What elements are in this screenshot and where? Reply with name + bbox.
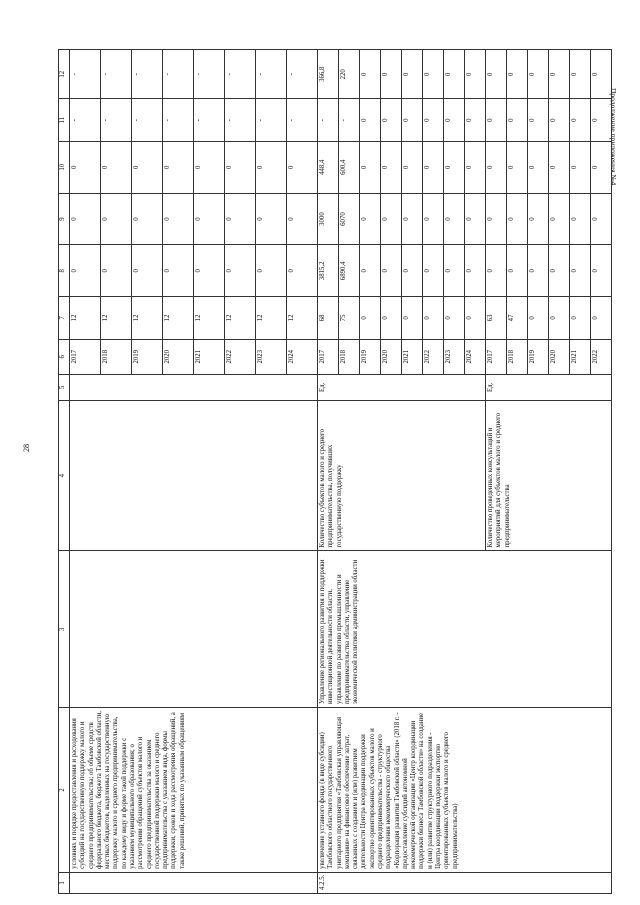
value-cell: 0 [194, 245, 225, 297]
value-cell: 220 [339, 50, 360, 100]
program-table-rotated [58, 49, 599, 894]
page-number: 28 [22, 444, 31, 452]
value-cell: 3000 [318, 193, 339, 245]
value-cell: 0 [549, 245, 570, 297]
value-cell: - [225, 99, 256, 141]
value-cell: 0 [70, 245, 101, 297]
year-cell: 2017 [318, 339, 339, 374]
value-cell: 12 [225, 297, 256, 339]
value-cell: 0 [591, 141, 612, 193]
value-cell: 0 [591, 99, 612, 141]
value-cell: 68 [318, 297, 339, 339]
year-cell: 2020 [163, 339, 194, 374]
value-cell: 0 [163, 193, 194, 245]
value-cell: 12 [163, 297, 194, 339]
value-cell: 0 [465, 50, 486, 100]
value-cell: - [256, 99, 287, 141]
value-cell: 0 [360, 50, 381, 100]
year-cell: 2024 [465, 339, 486, 374]
value-cell: 0 [381, 245, 402, 297]
value-cell: 0 [570, 245, 591, 297]
value-cell: 0 [444, 245, 465, 297]
number-cell: 4.2.5. [318, 872, 612, 893]
value-cell: 0 [101, 141, 132, 193]
value-cell: 0 [444, 141, 465, 193]
value-cell: - [101, 50, 132, 100]
column-header: 5 [59, 374, 70, 400]
value-cell: 600,4 [339, 141, 360, 193]
continuation-note: Продолжение приложения №4 [609, 88, 618, 186]
value-cell: 0 [465, 297, 486, 339]
value-cell: 6890,4 [339, 245, 360, 297]
year-cell: 2018 [507, 339, 528, 374]
value-cell: - [194, 50, 225, 100]
column-header: 2 [59, 708, 70, 873]
value-cell: 0 [360, 99, 381, 141]
value-cell: 0 [528, 141, 549, 193]
year-cell: 2023 [444, 339, 465, 374]
table-row [70, 50, 101, 894]
value-cell: - [70, 99, 101, 141]
value-cell: 0 [591, 193, 612, 245]
value-cell: - [256, 50, 287, 100]
value-cell: 0 [402, 50, 423, 100]
value-cell: 12 [287, 297, 318, 339]
value-cell: 0 [381, 141, 402, 193]
value-cell: 12 [194, 297, 225, 339]
value-cell: 0 [528, 193, 549, 245]
value-cell: 0 [225, 193, 256, 245]
column-header: 4 [59, 400, 70, 551]
value-cell: 0 [549, 99, 570, 141]
value-cell: 0 [360, 245, 381, 297]
value-cell: 0 [570, 99, 591, 141]
indicator-cell: Количество субъектов малого и среднего предпринимательства, получивших государственную поддержку [318, 400, 486, 551]
value-cell: 0 [570, 297, 591, 339]
table-row [318, 50, 339, 894]
indicator-cell: Количество проведенных консультаций и мероприятий для субъектов малого и среднего предпринимательства [486, 400, 612, 551]
year-cell: 2022 [225, 339, 256, 374]
year-cell: 2023 [256, 339, 287, 374]
value-cell: 12 [256, 297, 287, 339]
value-cell: 0 [465, 193, 486, 245]
value-cell: 0 [194, 193, 225, 245]
value-cell: 0 [549, 141, 570, 193]
value-cell: 0 [256, 141, 287, 193]
value-cell: - [163, 99, 194, 141]
column-header: 9 [59, 193, 70, 245]
year-cell: 2018 [339, 339, 360, 374]
value-cell: 0 [225, 141, 256, 193]
year-cell: 2022 [423, 339, 444, 374]
value-cell: 0 [256, 245, 287, 297]
value-cell: 63 [486, 297, 507, 339]
value-cell: 0 [381, 50, 402, 100]
program-table [58, 49, 612, 894]
value-cell: 0 [381, 99, 402, 141]
year-cell: 2022 [591, 339, 612, 374]
value-cell: 0 [70, 193, 101, 245]
value-cell: 448,4 [318, 141, 339, 193]
value-cell: 0 [360, 297, 381, 339]
year-cell: 2017 [486, 339, 507, 374]
value-cell: - [132, 50, 163, 100]
value-cell: 0 [423, 193, 444, 245]
value-cell: - [101, 99, 132, 141]
executor-cell [70, 551, 318, 708]
value-cell: 0 [381, 297, 402, 339]
unit-cell: Ед. [318, 374, 486, 400]
value-cell: 0 [194, 141, 225, 193]
column-header: 8 [59, 245, 70, 297]
value-cell: - [339, 99, 360, 141]
value-cell: 0 [507, 141, 528, 193]
column-header: 11 [59, 99, 70, 141]
activity-cell: увеличение уставного фонда (в виде субсидии) Тамбовского областного государственного унитарного предприятия «Тамбовская управляющая компания» на финансовое обеспечение затрат, связанных с созданием и (или) развитием деятельности Центра координации поддержки экспортно ориентированных субъектов малого и среднего предпринимательства - структурного подразделения некоммерческого общества «Корпорация развития Тамбовской области» (2018 г. - предоставление субсидий автономной некоммерческой организации «Центр координации поддержки бизнеса Тамбовской области» на создание и (или) развитие структурного подразделения - Центра координации поддержки экспортно ориентированных субъектов малого и среднего предпринимательства) [318, 708, 612, 873]
value-cell: 0 [486, 193, 507, 245]
value-cell: 0 [444, 99, 465, 141]
value-cell: 0 [423, 297, 444, 339]
value-cell: 0 [486, 99, 507, 141]
value-cell: 0 [549, 297, 570, 339]
column-header: 1 [59, 872, 70, 893]
value-cell: 0 [507, 193, 528, 245]
value-cell: - [287, 99, 318, 141]
value-cell: 75 [339, 297, 360, 339]
column-header: 6 [59, 339, 70, 374]
value-cell: 0 [101, 245, 132, 297]
value-cell: - [70, 50, 101, 100]
year-cell: 2021 [570, 339, 591, 374]
value-cell: - [163, 50, 194, 100]
year-cell: 2020 [381, 339, 402, 374]
column-header: 3 [59, 551, 70, 708]
column-header: 7 [59, 297, 70, 339]
value-cell: 0 [287, 193, 318, 245]
value-cell: 0 [423, 245, 444, 297]
value-cell: 0 [402, 297, 423, 339]
header-row [59, 50, 70, 894]
executor-cell: Управление регионального развития и поддержки инвестиционной деятельности области, управление по развитию промышленности и предпринимательства области, управление экономической политики администрации области [318, 551, 612, 708]
value-cell: 0 [465, 245, 486, 297]
value-cell: 0 [381, 193, 402, 245]
value-cell: - [287, 50, 318, 100]
number-cell [70, 872, 318, 893]
value-cell: 12 [70, 297, 101, 339]
value-cell: 0 [528, 50, 549, 100]
table-body [70, 50, 612, 894]
value-cell: 0 [402, 99, 423, 141]
year-cell: 2019 [360, 339, 381, 374]
column-header: 12 [59, 50, 70, 100]
year-cell: 2024 [287, 339, 318, 374]
value-cell: 0 [423, 50, 444, 100]
value-cell: 0 [101, 193, 132, 245]
value-cell: 0 [570, 193, 591, 245]
value-cell: 0 [591, 297, 612, 339]
activity-cell: условиях и порядке предоставления и расходования субсидий на государственную поддержку малого и среднего предпринимательства; об объеме средств федерального бюджета, бюджета Тамбовской области, местных бюджетов, выделенных на государственную поддержку малого и среднего предпринимательства, по каждому виду и форме такой поддержки с указанием муниципального образования; о рассмотрении обращений субъектов малого и среднего предпринимательства за оказанием государственной поддержки малого и среднего предпринимательства с указанием вида, формы поддержки, сроков и хода рассмотрения обращений, а также решений, принятых по указанным обращениям [70, 708, 318, 873]
year-cell: 2020 [549, 339, 570, 374]
value-cell: - [225, 50, 256, 100]
value-cell: 0 [70, 141, 101, 193]
value-cell: 0 [591, 245, 612, 297]
value-cell: 0 [444, 297, 465, 339]
value-cell: 0 [256, 193, 287, 245]
value-cell: 0 [528, 99, 549, 141]
value-cell: 0 [402, 245, 423, 297]
value-cell: 0 [549, 193, 570, 245]
value-cell: 0 [486, 50, 507, 100]
value-cell: 6070 [339, 193, 360, 245]
year-cell: 2021 [402, 339, 423, 374]
year-cell: 2018 [101, 339, 132, 374]
value-cell: 0 [360, 141, 381, 193]
value-cell: 0 [465, 141, 486, 193]
value-cell: 0 [507, 50, 528, 100]
value-cell: 0 [402, 193, 423, 245]
value-cell: 0 [444, 193, 465, 245]
value-cell: 0 [507, 99, 528, 141]
value-cell: 0 [287, 245, 318, 297]
value-cell: 0 [528, 297, 549, 339]
value-cell: 366,8 [318, 50, 339, 100]
value-cell: 0 [486, 245, 507, 297]
value-cell: 0 [528, 245, 549, 297]
value-cell: 0 [465, 99, 486, 141]
value-cell: 12 [101, 297, 132, 339]
value-cell: 0 [486, 141, 507, 193]
value-cell: 0 [507, 245, 528, 297]
value-cell: 0 [591, 50, 612, 100]
value-cell: 0 [570, 141, 591, 193]
value-cell: 0 [287, 141, 318, 193]
value-cell: 0 [549, 50, 570, 100]
unit-cell [70, 374, 318, 400]
year-cell: 2019 [528, 339, 549, 374]
year-cell: 2021 [194, 339, 225, 374]
value-cell: 47 [507, 297, 528, 339]
value-cell: 0 [402, 141, 423, 193]
unit-cell: Ед. [486, 374, 612, 400]
value-cell: 12 [132, 297, 163, 339]
value-cell: 0 [423, 99, 444, 141]
value-cell: 0 [444, 50, 465, 100]
year-cell: 2019 [132, 339, 163, 374]
value-cell: 0 [423, 141, 444, 193]
value-cell: 3815,2 [318, 245, 339, 297]
value-cell: 0 [163, 141, 194, 193]
value-cell: 0 [132, 245, 163, 297]
column-header: 10 [59, 141, 70, 193]
value-cell: 0 [132, 141, 163, 193]
year-cell: 2017 [70, 339, 101, 374]
value-cell: 0 [360, 193, 381, 245]
value-cell: 0 [225, 245, 256, 297]
value-cell: 0 [132, 193, 163, 245]
value-cell: - [318, 99, 339, 141]
value-cell: - [194, 99, 225, 141]
value-cell: - [132, 99, 163, 141]
indicator-cell [70, 400, 318, 551]
value-cell: 0 [570, 50, 591, 100]
value-cell: 0 [163, 245, 194, 297]
